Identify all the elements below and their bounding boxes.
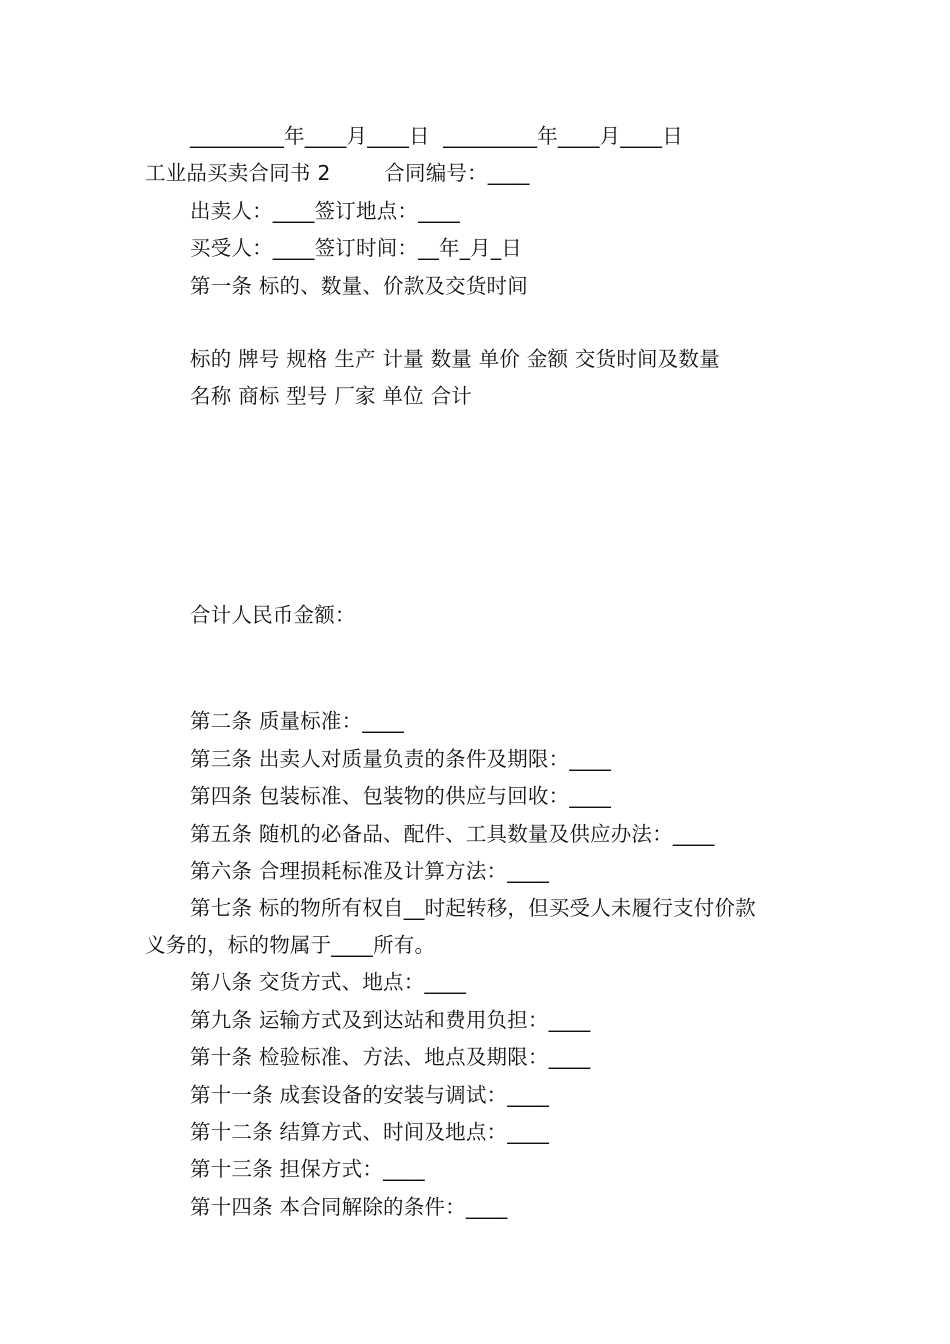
article-14: 第十四条 本合同解除的条件：____ (190, 1195, 508, 1219)
total-rmb-amount: 合计人民币金额： (190, 603, 356, 627)
table-header-row-1: 标的 牌号 规格 生产 计量 数量 单价 金额 交货时间及数量 (190, 347, 720, 371)
article-7-line-2: 义务的，标的物属于____所有。 (145, 933, 436, 957)
article-8: 第八条 交货方式、地点：____ (190, 970, 467, 994)
buyer-line: 买受人：____签订时间：__年_月_日 (190, 236, 522, 260)
article-4: 第四条 包装标准、包装物的供应与回收：____ (190, 784, 612, 808)
article-6: 第六条 合理损耗标准及计算方法：____ (190, 859, 550, 883)
article-1: 第一条 标的、数量、价款及交货时间 (190, 274, 528, 298)
article-11: 第十一条 成套设备的安装与调试：____ (190, 1083, 550, 1107)
table-header-row-2: 名称 商标 型号 厂家 单位 合计 (190, 384, 472, 408)
article-5: 第五条 随机的必备品、配件、工具数量及供应办法：____ (190, 822, 715, 846)
article-2: 第二条 质量标准：____ (190, 709, 405, 733)
date-line: _________年____月____日 _________年____月____日 (190, 124, 683, 148)
article-3: 第三条 出卖人对质量负责的条件及期限：____ (190, 747, 612, 771)
article-10: 第十条 检验标准、方法、地点及期限：____ (190, 1045, 591, 1069)
article-13: 第十三条 担保方式：____ (190, 1157, 425, 1181)
seller-line: 出卖人：____签订地点：____ (190, 199, 460, 223)
article-12: 第十二条 结算方式、时间及地点：____ (190, 1120, 550, 1144)
article-7-line-1: 第七条 标的物所有权自__时起转移，但买受人未履行支付价款 (190, 896, 756, 920)
article-9: 第九条 运输方式及到达站和费用负担：____ (190, 1008, 591, 1032)
contract-title-line: 工业品买卖合同书 2 合同编号：____ (145, 161, 530, 185)
